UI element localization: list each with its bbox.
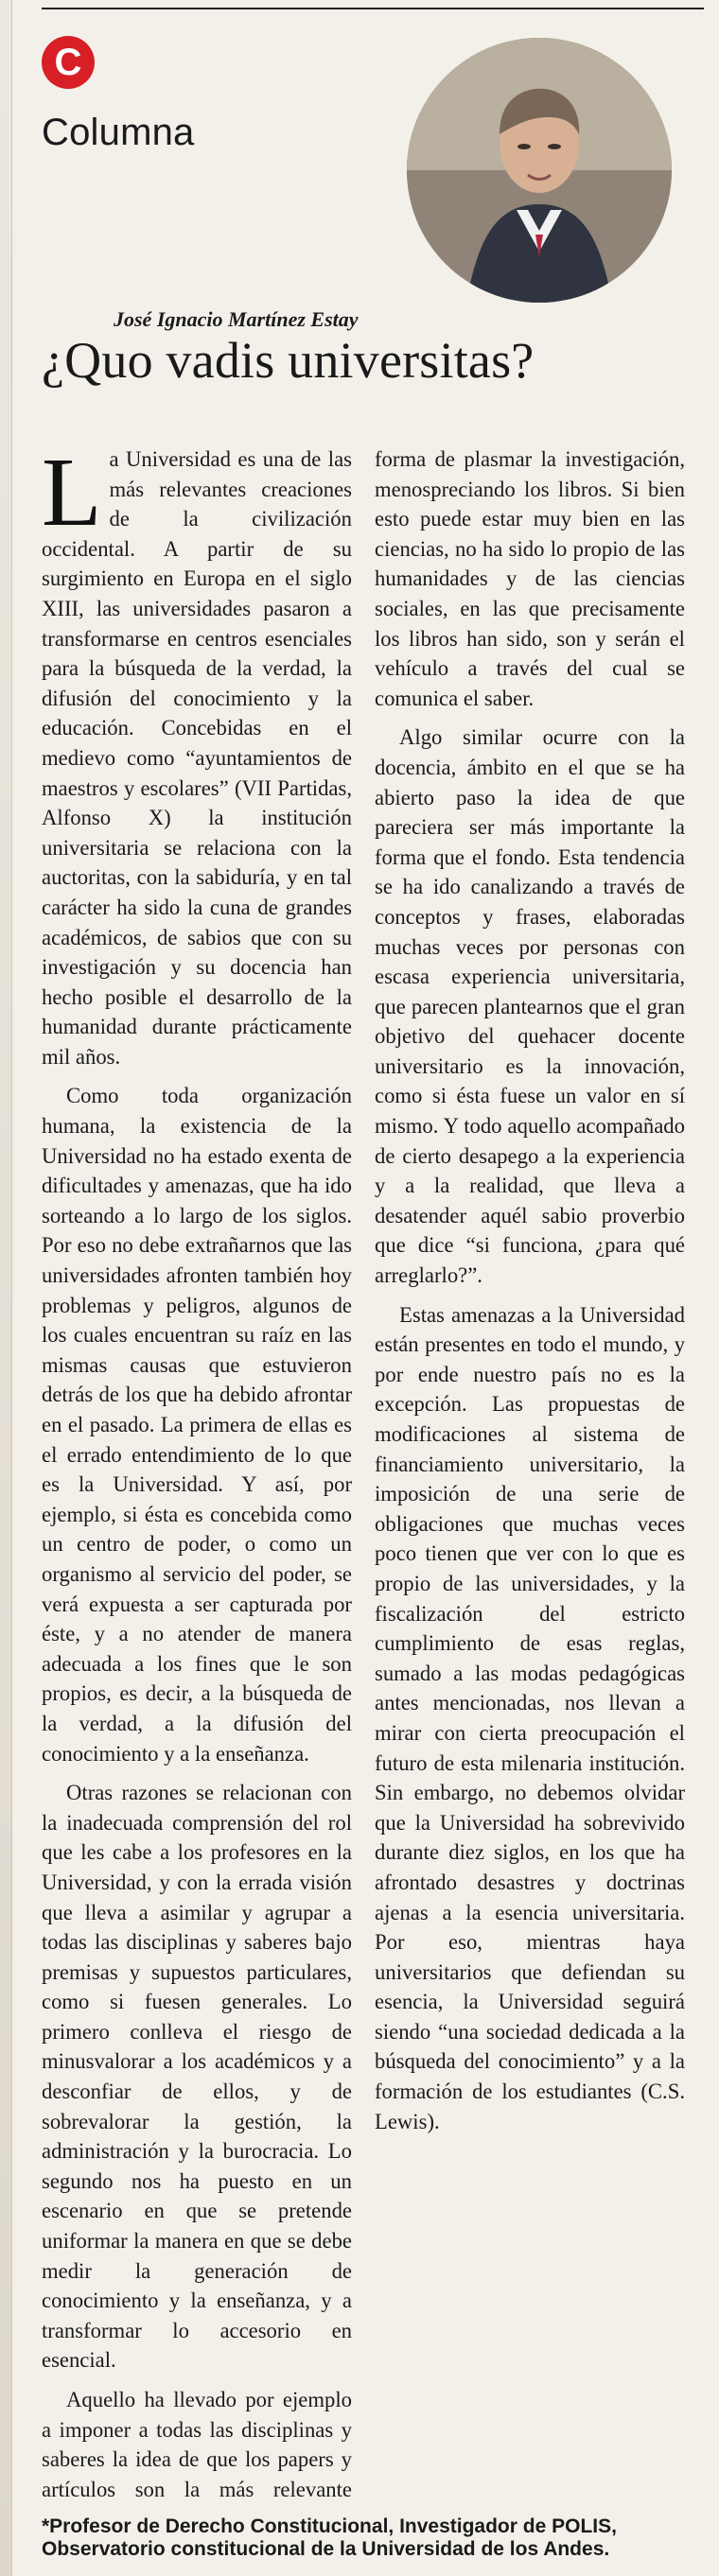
article-body [42, 444, 685, 2506]
article-paragraph-2: Como toda organización humana, la existencia de la Universidad no ha estado exenta de dificultades y amenazas, que ha ido sorteando a lo largo de los siglos. Por eso no debe extrañarnos que las universidades afronten también hoy problemas y peligros, algunos de los cuales encuentran su raíz en las mismas causas que estuvieron detrás de los que ha debido afrontar en el pasado. La primera de ellas es el errado entendimiento de lo que es la Universidad. Y así, por ejemplo, si ésta es concebida como un centro de poder, o como un organismo al servicio del poder, se verá expuesta a ser capturada por éste, y a no atender de manera adecuada a los fines que le son propios, es decir, a la búsqueda de la verdad, a la difusión del conocimiento y a la enseñanza. [42, 1084, 352, 1766]
author-portrait-illustration [407, 38, 672, 303]
article-paragraph-1 [42, 444, 352, 1071]
article-paragraph-3: Otras razones se relacionan con la inadecuada comprensión del rol que les cabe a los profesores en la Universidad, y con la errada visión que lleva a asimilar y agrupar a todas las disciplinas y saberes bajo premisas y supuestos particulares, como si fuesen generales. Lo primero conlleva el riesgo de minusvalorar a los académicos y a desconfiar de ellos, y de sobrevalorar la gestión, la administración y la burocracia. Lo segundo nos ha puesto en un escenario en que se pretende uniformar la manera en que se debe medir la generación de conocimiento y la enseñanza, y a transformar lo accesorio en esencial. [42, 1781, 352, 2373]
left-edge-strip [0, 0, 12, 2576]
article-paragraph-1-rest: a Universidad es una de las más relevantes creaciones de la civilización occidental. A partir de su surgimiento en Europa en el siglo XIII, las universidades pasaron a transformarse en centros esenciales para la búsqueda de la verdad, la difusión del conocimiento y la educación. Concebidas en el medievo como “ayuntamientos de maestros y escolares” (VII Partidas, Alfonso X) la institución universitaria se relaciona con la auctoritas, con la sabiduría, y en tal carácter ha sido la cuna de grandes académicos, de sabios que con su investigación y su docencia han hecho posible el desarrollo de la humanidad durante prácticamente mil años. [42, 447, 352, 1069]
column-badge-icon: C [42, 36, 95, 89]
author-photo [407, 38, 672, 303]
article-paragraph-4: Aquello ha llevado por ejemplo a imponer a todas las disciplinas y saberes la idea de que los papers y artículos son la más relevante forma de plasmar la investigación, menospreciando los libros. Si bien esto puede estar muy bien en las ciencias, no ha sido lo propio de las humanidades y de las ciencias sociales, en las que precisamente los libros han sido, son y serán el vehículo a través del cual se comunica el saber. [42, 447, 685, 2501]
author-byline: José Ignacio Martínez Estay [114, 307, 359, 331]
article-headline: ¿Quo vadis universitas? [42, 332, 535, 389]
header-rule [42, 8, 704, 9]
article-paragraph-5: Algo similar ocurre con la docencia, ámbito en el que se ha abierto paso la idea de que pareciera ser más importante la forma que el fondo. Esta tendencia se ha ido canalizando a través de conceptos y frases, elaboradas muchas veces por personas con escasa experiencia universitaria, que parecen plantearnos que el gran objetivo del quehacer docente universitario es la innovación, como si ésta fuese un valor en sí mismo. Y todo aquello acompañado de cierto desapego a la experiencia y a la realidad, que lleva a desatender aquél sabio proverbio que dice “si funciona, ¿para qué arreglarlo?”. [375, 725, 685, 1288]
author-footnote: *Profesor de Derecho Constitucional, Investigador de POLIS, Observatorio constitucional de la Universidad de los Andes. [42, 2515, 617, 2560]
drop-cap-letter: L [42, 444, 102, 547]
article-paragraph-6: Estas amenazas a la Universidad están presentes en todo el mundo, y por ende nuestro país no es la excepción. Las propuestas de modificaciones al sistema de financiamiento universitario, la imposición de una serie de obligaciones que muchas veces poco tienen que ver con lo que es propio de las universidades, y la fiscalización del estricto cumplimiento de esas reglas, sumado a las modas pedagógicas antes mencionadas, nos llevan a mirar con cierta preocupación el futuro de esta milenaria institución. Sin embargo, no debemos olvidar que la Universidad ha sobrevivido durante diez siglos, en los que ha afrontado desastres y doctrinas ajenas a la esencia universitaria. Por eso, mientras haya universitarios que defiendan su esencia, la Universidad seguirá siendo “una sociedad dedicada a la búsqueda del conocimiento” y a la formación de los estudiantes (C.S. Lewis). [375, 1302, 685, 2133]
section-label: Columna [42, 112, 195, 153]
